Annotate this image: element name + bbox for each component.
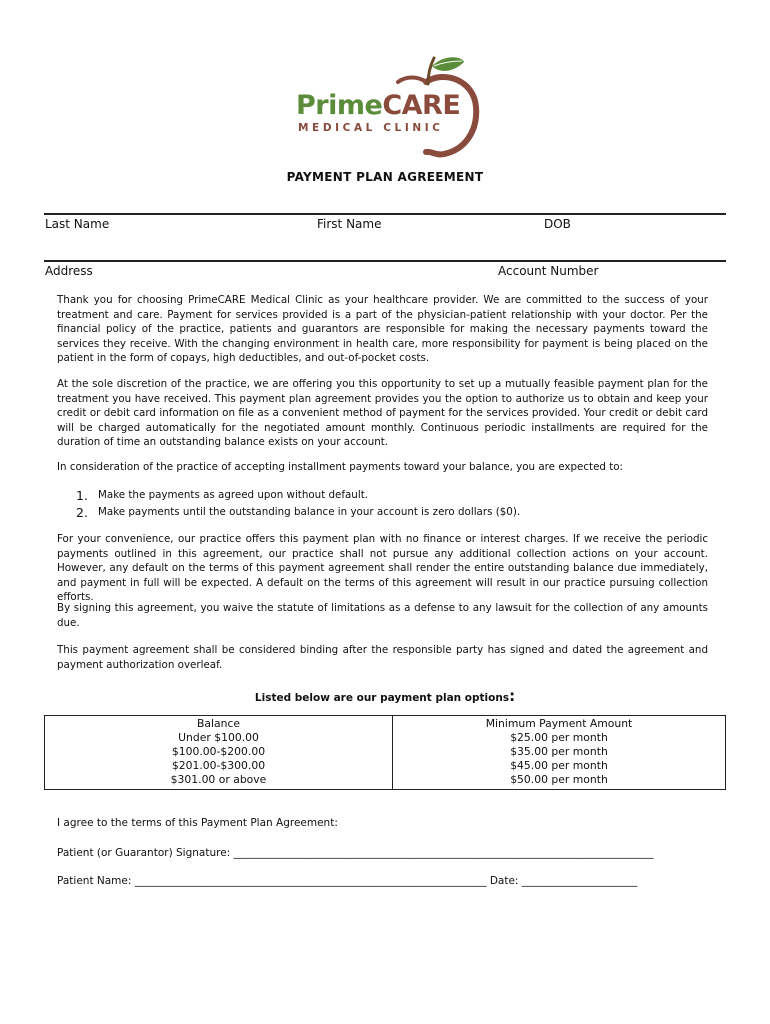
payment-column xyxy=(393,716,725,790)
account-number-label: Account Number xyxy=(498,264,599,278)
table-cell: $301.00 or above xyxy=(170,773,267,786)
list-item xyxy=(76,487,676,504)
first-name-label: First Name xyxy=(317,217,382,231)
balance-header: Balance xyxy=(196,717,241,730)
payment-options-heading xyxy=(0,687,770,705)
list-number: 1. xyxy=(76,488,88,503)
last-name-label: Last Name xyxy=(45,217,110,231)
dob-label: DOB xyxy=(544,217,571,231)
table-cell: $100.00-$200.00 xyxy=(171,745,266,758)
table-cell: $45.00 per month xyxy=(510,759,608,772)
patient-name-date-field[interactable]: Patient Name: ___________________________________________________________________ Date: ______________________ xyxy=(57,875,638,887)
paragraph-offer: At the sole discretion of the practice, we are offering you this opportunity to set up a mutually feasible payment plan for the treatment you have received. This payment plan agreement provides you the option to authorize us to obtain and keep your credit or debit card information on file as a convenient method of payment for the services provided. Your credit or debit card will be charged automatically for the negotiated amount monthly. Continuous periodic installments are required for the duration of time an outstanding balance exists on your account. xyxy=(57,378,708,449)
logo-subtitle: MEDICAL CLINIC xyxy=(298,122,444,134)
paragraph-convenience: For your convenience, our practice offers this payment plan with no finance or interest charges. If we receive the periodic payments outlined in this agreement, our practice shall not pursue any additional collection actions on your account. However, any default on the terms of this payment agreement shall render the entire outstanding balance due immediately, and payment in full will be expected. A default on the terms of this agreement will result in our practice pursuing collection efforts. xyxy=(57,533,708,604)
payment-options-heading-text: Listed below are our payment plan options xyxy=(254,692,510,704)
table-cell: Under $100.00 xyxy=(178,731,259,744)
paragraph-consideration: In consideration of the practice of accepting installment payments toward your balance, you are expected to: xyxy=(57,461,624,473)
name-line-rule xyxy=(44,213,726,215)
logo-prime-text: Prime xyxy=(296,90,383,121)
expectations-list xyxy=(76,487,676,521)
address-line-rule xyxy=(44,260,726,262)
table-cell: $50.00 per month xyxy=(510,773,608,786)
list-text: Make the payments as agreed upon without default. xyxy=(98,489,369,501)
table-cell: $25.00 per month xyxy=(510,731,608,744)
list-item xyxy=(76,504,676,521)
document-title: PAYMENT PLAN AGREEMENT xyxy=(286,170,484,184)
paragraph-binding: This payment agreement shall be considered binding after the responsible party has signed and dated the agreement and payment authorization overleaf. xyxy=(57,644,708,671)
paragraph-intro: Thank you for choosing PrimeCARE Medical Clinic as your healthcare provider. We are committed to the success of your treatment and care. Payment for services provided is a part of the physician-patient relationship with your doctor. Per the financial policy of the practice, patients and guarantors are responsible for making the necessary payments toward the services they receive. With the changing environment in health care, more responsibility for payment is being placed on the patient in the form of copays, high deductibles, and out-of-pocket costs. xyxy=(57,294,708,365)
table-cell: $35.00 per month xyxy=(510,745,608,758)
payment-header: Minimum Payment Amount xyxy=(485,717,633,730)
signature-field[interactable]: Patient (or Guarantor) Signature: ________________________________________________________________________________ xyxy=(57,847,654,859)
logo-care-text: CARE xyxy=(382,90,461,121)
balance-column xyxy=(45,716,393,790)
paragraph-statute: By signing this agreement, you waive the statute of limitations as a defense to any lawsuit for the collection of any amounts due. xyxy=(57,602,708,629)
clinic-logo xyxy=(294,52,484,162)
list-text: Make payments until the outstanding balance in your account is zero dollars ($0). xyxy=(98,506,521,518)
list-number: 2. xyxy=(76,505,88,520)
address-label: Address xyxy=(45,264,93,278)
payment-plan-table xyxy=(44,715,726,790)
agree-statement: I agree to the terms of this Payment Plan Agreement: xyxy=(57,817,338,829)
payment-options-colon: : xyxy=(509,687,516,705)
table-cell: $201.00-$300.00 xyxy=(171,759,266,772)
logo-wordmark xyxy=(296,90,460,121)
